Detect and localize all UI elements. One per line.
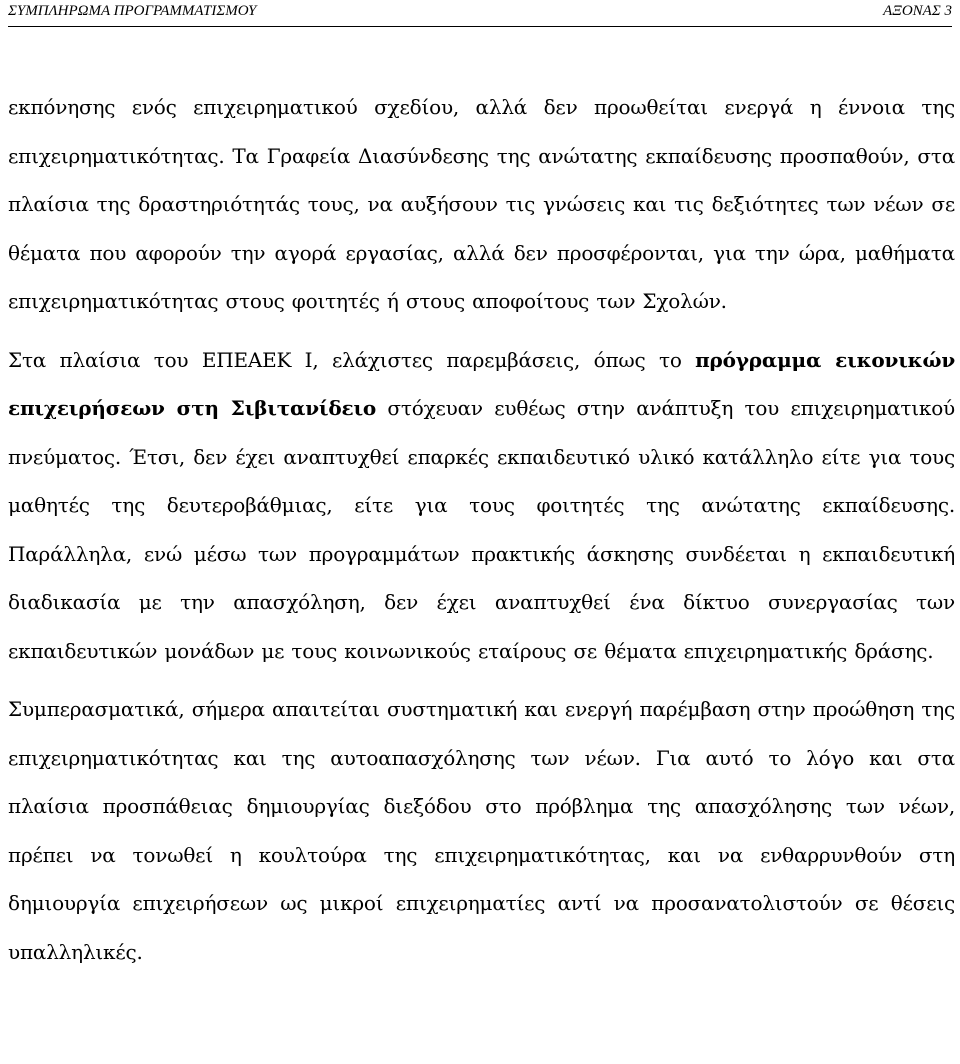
document-body: [8, 83, 955, 976]
paragraph-epeaek-intro: Στα πλαίσια του ΕΠΕΑΕΚ Ι, ελάχιστες παρεμβάσεις, όπως το: [8, 347, 696, 372]
highlighted-program-name: πρόγραμμα εικονικών επιχειρήσεων στη Σιβιτανίδειο: [8, 347, 955, 420]
paragraph-spacer: [8, 675, 955, 685]
paragraph-intro: εκπόνησης ενός επιχειρηματικού σχεδίου, αλλά δεν προωθείται ενεργά η έννοια της επιχειρηματικότητας. Τα Γραφεία Διασύνδεσης της ανώτατης εκπαίδευσης προσπαθούν, στα πλαίσια της δραστηριότητάς τους, να αυξήσουν τις γνώσεις και τις δεξιότητες των νέων σε θέματα που αφορούν την αγορά εργασίας, αλλά δεν προσφέρονται, για την ώρα, μαθήματα επιχειρηματικότητας στους φοιτητές ή στους αποφοίτους των Σχολών.: [8, 95, 955, 313]
header-document-title: ΣΥΜΠΛΗΡΩΜΑ ΠΡΟΓΡΑΜΜΑΤΙΣΜΟΥ: [8, 3, 257, 19]
running-header: [8, 0, 952, 27]
paragraph-epeaek-rest: στόχευαν ευθέως στην ανάπτυξη του επιχειρηματικού πνεύματος. Έτσι, δεν έχει αναπτυχθεί επαρκές εκπαιδευτικό υλικό κατάλληλο είτε για τους μαθητές της δευτεροβάθμιας, είτε για τους φοιτητές της ανώτατης εκπαίδευσης. Παράλληλα, ενώ μέσω των προγραμμάτων πρακτικής άσκησης συνδέεται η εκπαιδευτική διαδικασία με την απασχόληση, δεν έχει αναπτυχθεί ένα δίκτυο συνεργασίας των εκπαιδευτικών μονάδων με τους κοινωνικούς εταίρους σε θέματα επιχειρηματικής δράσης.: [8, 396, 955, 663]
paragraph-spacer: [8, 326, 955, 336]
paragraph-conclusion: Συμπερασματικά, σήμερα απαιτείται συστηματική και ενεργή παρέμβαση στην προώθηση της επιχειρηματικότητας και της αυτοαπασχόλησης των νέων. Για αυτό το λόγο και στα πλαίσια προσπάθειας δημιουργίας διεξόδου στο πρόβλημα της απασχόλησης των νέων, πρέπει να τονωθεί η κουλτούρα της επιχειρηματικότητας, και να ενθαρρυνθούν στη δημιουργία επιχειρήσεων ως μικροί επιχειρηματίες αντί να προσανατολιστούν σε θέσεις υπαλληλικές.: [8, 697, 955, 964]
header-section-label: ΑΞΟΝΑΣ 3: [883, 3, 952, 19]
paragraph-epeaek: [8, 336, 955, 676]
